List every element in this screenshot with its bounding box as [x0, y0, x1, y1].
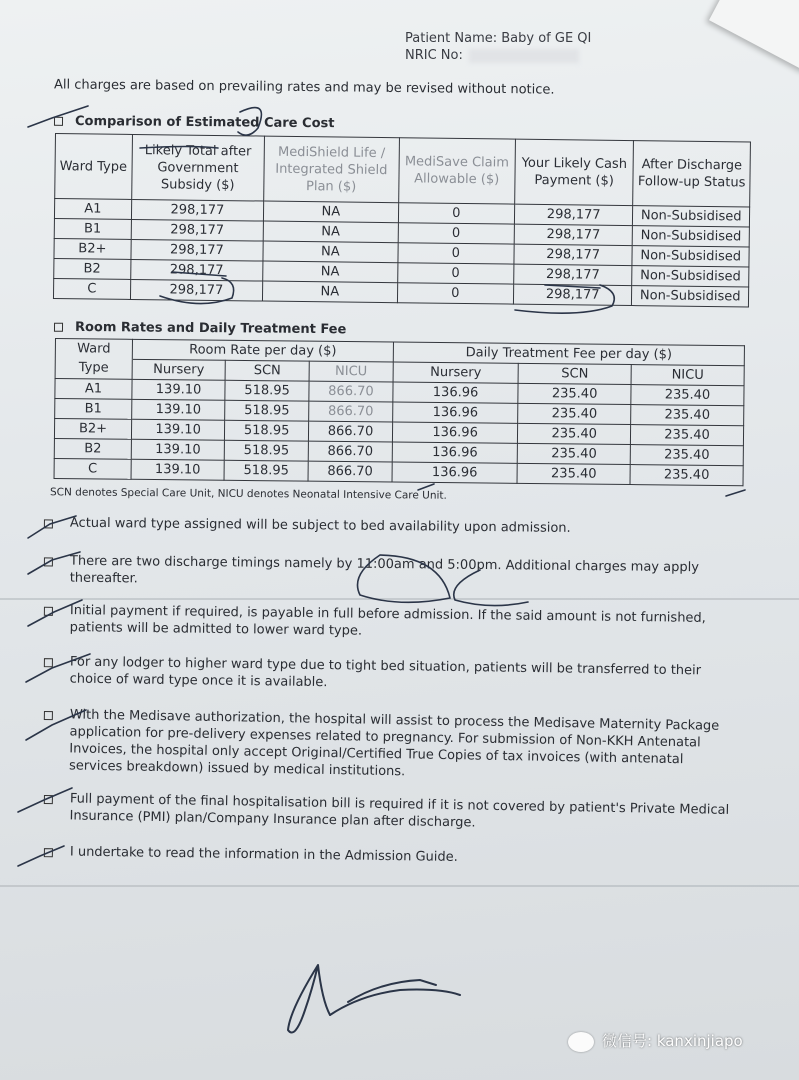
- checkbox: [44, 607, 53, 616]
- table-cell: 298,177: [514, 204, 633, 225]
- table-cell: 235.40: [631, 405, 744, 426]
- table-cell: 235.40: [630, 445, 743, 466]
- table-cell: 0: [398, 223, 515, 244]
- sub-header: NICU: [309, 361, 393, 382]
- table-cell: 298,177: [131, 219, 264, 241]
- table-cell: 235.40: [518, 423, 631, 444]
- table-cell: 518.95: [225, 400, 309, 421]
- table-cell: 0: [398, 203, 515, 224]
- table-cell: 518.95: [225, 420, 309, 441]
- table-cell: 136.96: [393, 402, 519, 423]
- table-cell: 298,177: [514, 224, 633, 245]
- sub-header: NICU: [631, 365, 744, 386]
- col-header: Ward Type: [55, 134, 132, 200]
- item-text: With the Medisave authorization, the hospital will assist to process the Medisave Maternity Package application for pre-delivery expenses related to pregnancy. For submission of Non-KKH Antenatal Invoices, the hospital only accept Original/Certified True Copies of tax invoices (with antenatal services breakdown) issued by medical institutions.: [68, 707, 720, 780]
- rates-title: Room Rates and Daily Treatment Fee: [74, 319, 347, 338]
- table-footnote: SCN denotes Special Care Unit, NICU denotes Neonatal Intensive Care Unit.: [49, 486, 447, 502]
- list-item: [44, 602, 734, 639]
- treatment-fee-header: Daily Treatment Fee per day ($): [393, 342, 744, 366]
- item-text: There are two discharge timings namely by 11:00am and 5:00pm. Additional charges may apply thereafter.: [69, 553, 700, 587]
- list-item: [44, 843, 734, 865]
- list-item: [44, 514, 734, 536]
- table-cell: 0: [397, 263, 514, 284]
- table-cell: 518.95: [224, 460, 308, 481]
- list-item: [44, 653, 734, 691]
- table-cell: B1: [54, 218, 131, 239]
- checkbox: [44, 711, 53, 720]
- table-cell: 866.70: [308, 461, 392, 482]
- table-cell: 0: [397, 283, 514, 304]
- list-item: [44, 790, 734, 831]
- table-cell: 136.96: [393, 382, 519, 403]
- checkbox: [44, 795, 53, 804]
- sub-header: Nursery: [393, 362, 519, 383]
- table-cell: 0: [397, 243, 514, 264]
- care-cost-table: [53, 133, 751, 307]
- table-cell: Non-Subsidised: [632, 246, 749, 267]
- redacted-nric: [469, 49, 579, 63]
- table-cell: B1: [55, 399, 132, 420]
- table-cell: B2+: [54, 419, 131, 440]
- sub-header: SCN: [225, 360, 309, 381]
- table-cell: NA: [263, 261, 398, 283]
- table-cell: NA: [263, 281, 398, 303]
- table-cell: Non-Subsidised: [632, 286, 749, 307]
- folded-corner: [709, 0, 799, 72]
- wechat-icon: [568, 1032, 594, 1052]
- table-cell: 298,177: [130, 279, 263, 301]
- list-item: [44, 552, 734, 587]
- ward-header: Ward: [55, 339, 132, 360]
- comparison-section-title: [54, 114, 335, 131]
- table-cell: B2: [54, 258, 131, 279]
- table-cell: 136.96: [392, 462, 518, 483]
- table-cell: B2+: [54, 238, 131, 259]
- table-cell: C: [54, 458, 131, 479]
- tick-stroke: [726, 490, 745, 496]
- table-cell: A1: [55, 379, 132, 400]
- checkbox: [44, 557, 53, 566]
- table-cell: 235.40: [518, 403, 631, 424]
- checkmark-stroke: [18, 846, 64, 866]
- charges-notice: All charges are based on prevailing rates and may be revised without notice.: [53, 77, 555, 98]
- paper-fold-line: [0, 598, 799, 600]
- table-cell: 866.70: [308, 421, 392, 442]
- table-cell: 298,177: [514, 264, 633, 285]
- table-cell: 235.40: [631, 385, 744, 406]
- list-item: [44, 706, 734, 780]
- table-cell: 235.40: [517, 463, 630, 484]
- table-cell: 136.96: [392, 422, 518, 443]
- table-header-row: [55, 134, 751, 207]
- checkbox: [54, 117, 63, 126]
- paper-fold-line: [0, 885, 799, 887]
- table-cell: 866.70: [308, 441, 392, 462]
- nric-line: [405, 47, 591, 64]
- rates-section-title: [54, 320, 346, 338]
- checkbox: [44, 658, 53, 667]
- patient-info: [405, 30, 591, 64]
- table-cell: NA: [264, 201, 399, 223]
- table-cell: 235.40: [630, 465, 743, 486]
- table-cell: B2: [54, 438, 131, 459]
- patient-name: Patient Name: Baby of GE QI: [405, 31, 592, 46]
- table-cell: 298,177: [513, 284, 632, 305]
- item-text: Initial payment if required, is payable in full before admission. If the said amount is not furnished, patients will be admitted to lower ward type.: [69, 603, 706, 639]
- table-cell: 136.96: [392, 442, 518, 463]
- col-header: Likely Total after Government Subsidy ($): [131, 134, 264, 201]
- table-cell: 139.10: [131, 459, 224, 480]
- table-cell: Non-Subsidised: [633, 226, 750, 247]
- table-cell: 139.10: [131, 439, 224, 460]
- table-cell: NA: [263, 221, 398, 243]
- checkbox: [44, 519, 53, 528]
- item-text: For any lodger to higher ward type due to tight bed situation, patients will be transferred to their choice of ward type once it is available.: [69, 654, 702, 691]
- watermark: [568, 1030, 743, 1052]
- signature: [288, 965, 460, 1033]
- table-cell: 518.95: [225, 380, 309, 401]
- nric-label: NRIC No:: [405, 48, 463, 63]
- watermark-text: 微信号: kanxinjiapo: [602, 1032, 743, 1050]
- table-cell: 866.70: [309, 401, 393, 422]
- item-text: I undertake to read the information in the Admission Guide.: [69, 844, 458, 865]
- table-cell: Non-Subsidised: [633, 206, 750, 227]
- table-cell: 235.40: [518, 443, 631, 464]
- col-header: Your Likely Cash Payment ($): [515, 139, 634, 205]
- table-cell: Non-Subsidised: [632, 266, 749, 287]
- type-header: Type: [55, 359, 132, 380]
- table-cell: A1: [54, 199, 131, 220]
- table-cell: 235.40: [518, 383, 631, 404]
- table-cell: 518.95: [224, 440, 308, 461]
- table-cell: 139.10: [131, 419, 224, 440]
- table-cell: 235.40: [631, 425, 744, 446]
- table-cell: 139.10: [132, 399, 225, 420]
- col-header: After Discharge Follow-up Status: [633, 141, 750, 207]
- table-cell: 298,177: [514, 244, 633, 265]
- table-cell: 298,177: [131, 199, 264, 221]
- sub-header: SCN: [518, 363, 631, 384]
- item-text: Full payment of the final hospitalisation bill is required if it is not covered by patient's Private Medical Insurance (PMI) plan/Company Insurance plan after discharge.: [69, 791, 730, 831]
- item-text: Actual ward type assigned will be subject to bed availability upon admission.: [69, 515, 571, 536]
- col-header: MediShield Life / Integrated Shield Plan ($): [264, 136, 399, 203]
- room-rates-table: [54, 338, 745, 486]
- room-rate-header: Room Rate per day ($): [132, 339, 393, 362]
- comparison-title: Comparison of Estimated Care Cost: [74, 113, 335, 132]
- col-header: MediSave Claim Allowable ($): [398, 138, 515, 204]
- checkbox: [44, 848, 53, 857]
- table-cell: 866.70: [309, 381, 393, 402]
- table-cell: 139.10: [132, 379, 225, 400]
- table-cell: 298,177: [131, 239, 264, 261]
- table-cell: 298,177: [130, 259, 263, 281]
- checkbox: [54, 323, 63, 332]
- table-cell: C: [53, 278, 130, 299]
- sub-header: Nursery: [132, 359, 225, 380]
- table-cell: NA: [263, 241, 398, 263]
